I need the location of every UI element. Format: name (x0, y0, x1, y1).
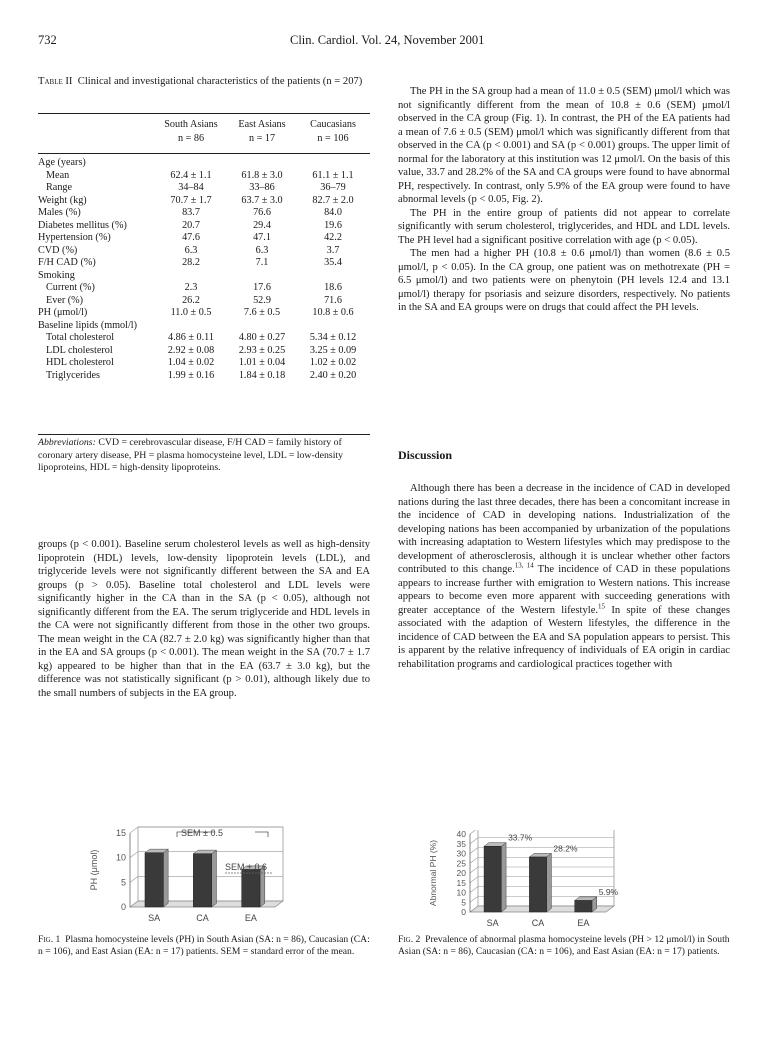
data-label: 5.9% (598, 886, 619, 897)
table-row (38, 170, 370, 183)
table-cell: 33–86 (249, 182, 275, 193)
citation-15: 15 (598, 601, 606, 610)
y-tick-label: 15 (456, 877, 466, 888)
row-label: HDL cholesterol (46, 357, 114, 368)
table-cell: 2.93 ± 0.25 (238, 344, 286, 356)
table-cell: 42.2 (324, 232, 342, 243)
row-label: Weight (kg) (38, 194, 87, 206)
table-cell: 18.6 (324, 282, 342, 293)
row-label: Smoking (38, 269, 75, 281)
x-tick-label: EA (244, 913, 257, 923)
table-abbreviations (38, 437, 370, 475)
x-tick-label: SA (148, 913, 161, 923)
table-cell (228, 157, 296, 170)
table-cell: 61.1 ± 1.1 (312, 169, 354, 181)
table-row (38, 282, 370, 295)
y-tick-label: 35 (456, 838, 466, 849)
row-label: Current (%) (46, 282, 95, 293)
row-label: F/H CAD (%) (38, 257, 96, 268)
table-cell: 52.9 (253, 294, 271, 306)
bar (193, 854, 211, 907)
table-cell: 19.6 (324, 219, 342, 231)
bar-side (163, 849, 168, 907)
table-cell: 2.40 ± 0.20 (309, 369, 357, 381)
table-cell: 62.4 ± 1.1 (170, 169, 212, 181)
table-header-row (38, 118, 370, 132)
results-paragraph-1: The PH in the SA group had a mean of 11.0 ± 0.5 (SEM) μmol/l which was not significantly different from the mean of 10.8 ± 0.6 (SEM) μmol/l observed in the CA group (Fig. 1). In contrast, the PH of the EA patients had a mean of 7.6 ± 0.5 (SEM) μmol/l which was significantly different from that observed in the CA (p < 0.001) and SA (p < 0.001) groups. The upper limit of normal for the laboratory at this institution was 12 μmol/l. On the basis of this value, 33.7 and 28.2% of the SA and CA groups were found to have abnormal PH, respectively. In contrast, only 5.9% of the EA group were found to have abnormal levels (p < 0.05, Fig. 2). (398, 86, 730, 205)
running-header: Clin. Cardiol. Vol. 24, November 2001 (290, 33, 485, 47)
table-cell (296, 320, 370, 333)
column-header: East Asians (238, 118, 286, 130)
y-axis-label: Abnormal PH (%) (428, 839, 438, 907)
table-cell: 7.6 ± 0.5 (243, 307, 281, 318)
table-row (38, 157, 370, 170)
table-cell (296, 270, 370, 283)
table-cell: 82.7 ± 2.0 (312, 194, 354, 206)
table-row (38, 307, 370, 320)
table-cell: 2.92 ± 0.08 (167, 344, 215, 356)
figure-2-caption (398, 934, 730, 958)
row-label: Males (%) (38, 207, 81, 218)
y-tick-label: 10 (456, 887, 466, 898)
y-tick-label: 0 (461, 907, 466, 917)
table-cell: 6.3 (184, 244, 198, 256)
page-number: 732 (38, 33, 57, 47)
x-tick-label: EA (577, 918, 590, 928)
table-row (38, 257, 370, 270)
table-cell: 20.7 (182, 219, 200, 231)
results-paragraph-2: The PH in the entire group of patients did not appear to correlate significantly with serum cholesterol, triglycerides, and HDL and LDL levels. The PH level had a significant positive correlation with age (p < 0.05). (398, 207, 730, 246)
left-column (38, 538, 370, 700)
table-caption-label: Table II (38, 76, 73, 87)
table-row (38, 320, 370, 333)
table-bottom-rule (38, 434, 370, 435)
discussion-heading: Discussion (398, 448, 453, 462)
table-cell: 1.04 ± 0.02 (167, 357, 215, 368)
table-cell: 5.34 ± 0.12 (309, 332, 357, 343)
row-label: Age (years) (38, 157, 86, 168)
table-cell: 7.1 (255, 257, 269, 268)
figure-1-chart (75, 825, 315, 925)
y-tick-label: 0 (120, 902, 126, 912)
table-cell: 35.4 (324, 257, 342, 268)
column-n: n = 106 (317, 132, 349, 144)
table-top-rule (38, 113, 370, 114)
table-cell: 26.2 (182, 294, 200, 306)
table-cell: 2.3 (184, 282, 198, 293)
y-tick-label: 15 (115, 828, 126, 838)
column-header: South Asians (164, 118, 218, 130)
left-paragraph: groups (p < 0.001). Baseline serum cholesterol levels as well as high-density lipoprotein (HDL) levels, low-density lipoprotein levels (LDL), and triglyceride levels were not significantly different between the SA and EA groups (p > 0.05). Baseline total cholesterol and LDL levels were significantly higher in the CA than in the SA (p < 0.05), although not significantly different from the EA. The serum triglyceride and HDL levels in the CA were not significantly different from those in the other two groups. The mean weight in the CA (82.7 ± 2.0 kg) was significantly higher than that in the EA and SA groups (p < 0.001). The mean weight in the SA (70.7 ± 1.7 kg) appeared to be higher than that in the EA (63.7 ± 3.0 kg), but the difference was not statistically significant (p > 0.01), although likely due to the small numbers of subjects in the EA group. (38, 539, 370, 699)
table-cell (154, 320, 228, 333)
table-cell: 11.0 ± 0.5 (170, 307, 212, 318)
y-tick-label: 30 (456, 848, 466, 859)
characteristics-table (38, 118, 370, 382)
table-cell: 47.6 (182, 232, 200, 243)
table-row (38, 245, 370, 258)
annotation-sem-06: SEM ± 0.6 (225, 862, 267, 872)
table-cell: 71.6 (324, 294, 342, 306)
table-cell: 1.02 ± 0.02 (309, 357, 357, 368)
data-label: 28.2% (553, 843, 578, 854)
table-row (38, 370, 370, 383)
table-cell (228, 270, 296, 283)
row-label: Triglycerides (46, 369, 100, 381)
table-cell: 4.86 ± 0.11 (168, 332, 214, 343)
header-rule-row (38, 146, 370, 154)
row-label: Baseline lipids (mmol/l) (38, 319, 138, 331)
table-row (38, 345, 370, 358)
table-row (38, 220, 370, 233)
figure-2-chart (418, 830, 648, 930)
right-column (398, 85, 730, 315)
table-cell (296, 157, 370, 170)
table-cell (228, 320, 296, 333)
table-row (38, 182, 370, 195)
table-cell: 6.3 (255, 244, 269, 256)
table-cell: 4.80 ± 0.27 (238, 332, 286, 343)
abbreviations-text: CVD = cerebrovascular disease, F/H CAD = family history of coronary artery disease, PH = plasma homocysteine level, LDL = low-density lipoproteins, HDL = high-density lipoproteins. (38, 437, 344, 473)
x-tick-label: CA (531, 918, 545, 928)
table-cell: 63.7 ± 3.0 (241, 194, 283, 206)
fig1-caption-label: Fig. 1 (38, 934, 61, 945)
y-tick-label: 40 (456, 830, 466, 839)
fig2-caption-label: Fig. 2 (398, 934, 421, 945)
table-cell: 70.7 ± 1.7 (170, 194, 212, 206)
data-label: 33.7% (508, 832, 533, 843)
discussion-text-2: The incidence of CAD in these populations appears to increase further with emigration to Western nations. This increase appears to become even more apparent with succeeding generations with greater acceptance of the Western lifestyle. (398, 564, 730, 616)
citation-13-14: 13, 14 (514, 561, 534, 570)
fig1-caption-text: Plasma homocysteine levels (PH) in South Asian (SA: n = 86), Caucasian (CA: n = 106), and East Asian (EA: n = 17) patients. SEM = standard error of the mean. (38, 934, 370, 957)
table-cell: 36–79 (320, 182, 346, 193)
results-paragraph-3: The men had a higher PH (10.8 ± 0.6 μmol/l) than women (8.6 ± 0.5 μmol/l, p < 0.05). In the CA group, one patient was on methotrexate (PH = 6.5 μmol/l) and two patients were on phenytoin (PH levels 12.4 and 13.1 μmol/l) therapy for psoriasis and seizure disorders, respectively. No patients in the SA and EA groups were on drugs that could affect the PH levels. (398, 248, 730, 313)
discussion-text-1: Although there has been a decrease in the incidence of CAD in developed nations during the last three decades, there has been a concomitant increase in the incidence of CAD in developing nations. Industrialization of the developing nations has been accompanied by urbanization of the populations with increasing adaptation to Western lifestyles which may predispose to the development of atherosclerosis, although it is unclear whether other factors contributed to this change. (398, 483, 730, 575)
row-label: Hypertension (%) (38, 232, 111, 243)
column-header: Caucasians (310, 118, 356, 130)
column-n: n = 86 (177, 132, 205, 144)
y-axis-label: PH (μmol) (89, 849, 99, 891)
y-tick-label: 5 (461, 897, 466, 908)
bar (575, 900, 592, 912)
fig2-caption-text: Prevalence of abnormal plasma homocysteine levels (PH > 12 μmol/l) in South Asian (SA: n = 86), Caucasian (CA: n = 106), and East Asian (EA: n = 17) patients. (398, 934, 730, 957)
table-cell: 1.84 ± 0.18 (238, 369, 286, 381)
bar-side (260, 866, 265, 907)
bar-side (501, 843, 506, 912)
row-label: PH (μmol/l) (38, 307, 88, 318)
x-tick-label: SA (486, 918, 499, 928)
table-cell: 1.01 ± 0.04 (238, 357, 286, 368)
bar (484, 846, 501, 912)
y-tick-label: 25 (456, 858, 466, 869)
table-row (38, 332, 370, 345)
x-tick-label: CA (196, 913, 209, 923)
bar (145, 853, 163, 907)
bar (529, 857, 546, 912)
y-tick-label: 10 (115, 852, 126, 863)
table-cell: 3.7 (326, 244, 340, 256)
discussion-text-3: In spite of these changes associated with the adaption of Western lifestyles, the difference in the incidence of CAD between the EA and SA population appears to persist. This is apparent by the relative infrequency of individuals of EA origin in cardiac rehabilitation programs and cardiological practices together with (398, 604, 730, 670)
figure-1-caption (38, 934, 370, 958)
table-cell: 28.2 (182, 257, 200, 268)
table-cell: 34–84 (178, 182, 204, 193)
row-label: LDL cholesterol (46, 344, 113, 356)
row-label: CVD (%) (38, 244, 78, 256)
table-cell: 84.0 (324, 207, 342, 218)
table-row (38, 295, 370, 308)
y-tick-label: 5 (120, 877, 126, 888)
bar-side (547, 853, 552, 912)
row-label: Range (46, 182, 73, 193)
table-cell: 17.6 (253, 282, 271, 293)
table-cell: 76.6 (253, 207, 271, 218)
table-cell (154, 270, 228, 283)
table-cell (154, 157, 228, 170)
table-cell: 61.8 ± 3.0 (241, 169, 283, 181)
table-caption-text: Clinical and investigational characteristics of the patients (n = 207) (77, 76, 363, 87)
bar (242, 870, 260, 907)
discussion-text (398, 482, 730, 671)
row-label: Ever (%) (46, 294, 84, 306)
table-cell: 3.25 ± 0.09 (309, 344, 357, 356)
bar-side (212, 850, 217, 907)
annotation-sem-05: SEM ± 0.5 (181, 828, 223, 838)
abbreviations-label: Abbreviations: (38, 437, 96, 448)
table-row (38, 232, 370, 245)
table-row (38, 270, 370, 283)
table-cell: 29.4 (253, 219, 271, 231)
table-cell: 10.8 ± 0.6 (312, 307, 354, 318)
table-row (38, 357, 370, 370)
row-label: Total cholesterol (46, 332, 115, 343)
table-cell: 47.1 (253, 232, 271, 243)
row-label: Diabetes mellitus (%) (38, 219, 127, 231)
table-row (38, 195, 370, 208)
table-caption (38, 75, 370, 88)
table-row (38, 207, 370, 220)
row-label: Mean (46, 169, 70, 181)
table-n-row (38, 132, 370, 146)
y-tick-label: 20 (456, 868, 466, 878)
table-cell: 83.7 (182, 207, 200, 218)
column-n: n = 17 (248, 132, 276, 144)
table-cell: 1.99 ± 0.16 (167, 369, 215, 381)
